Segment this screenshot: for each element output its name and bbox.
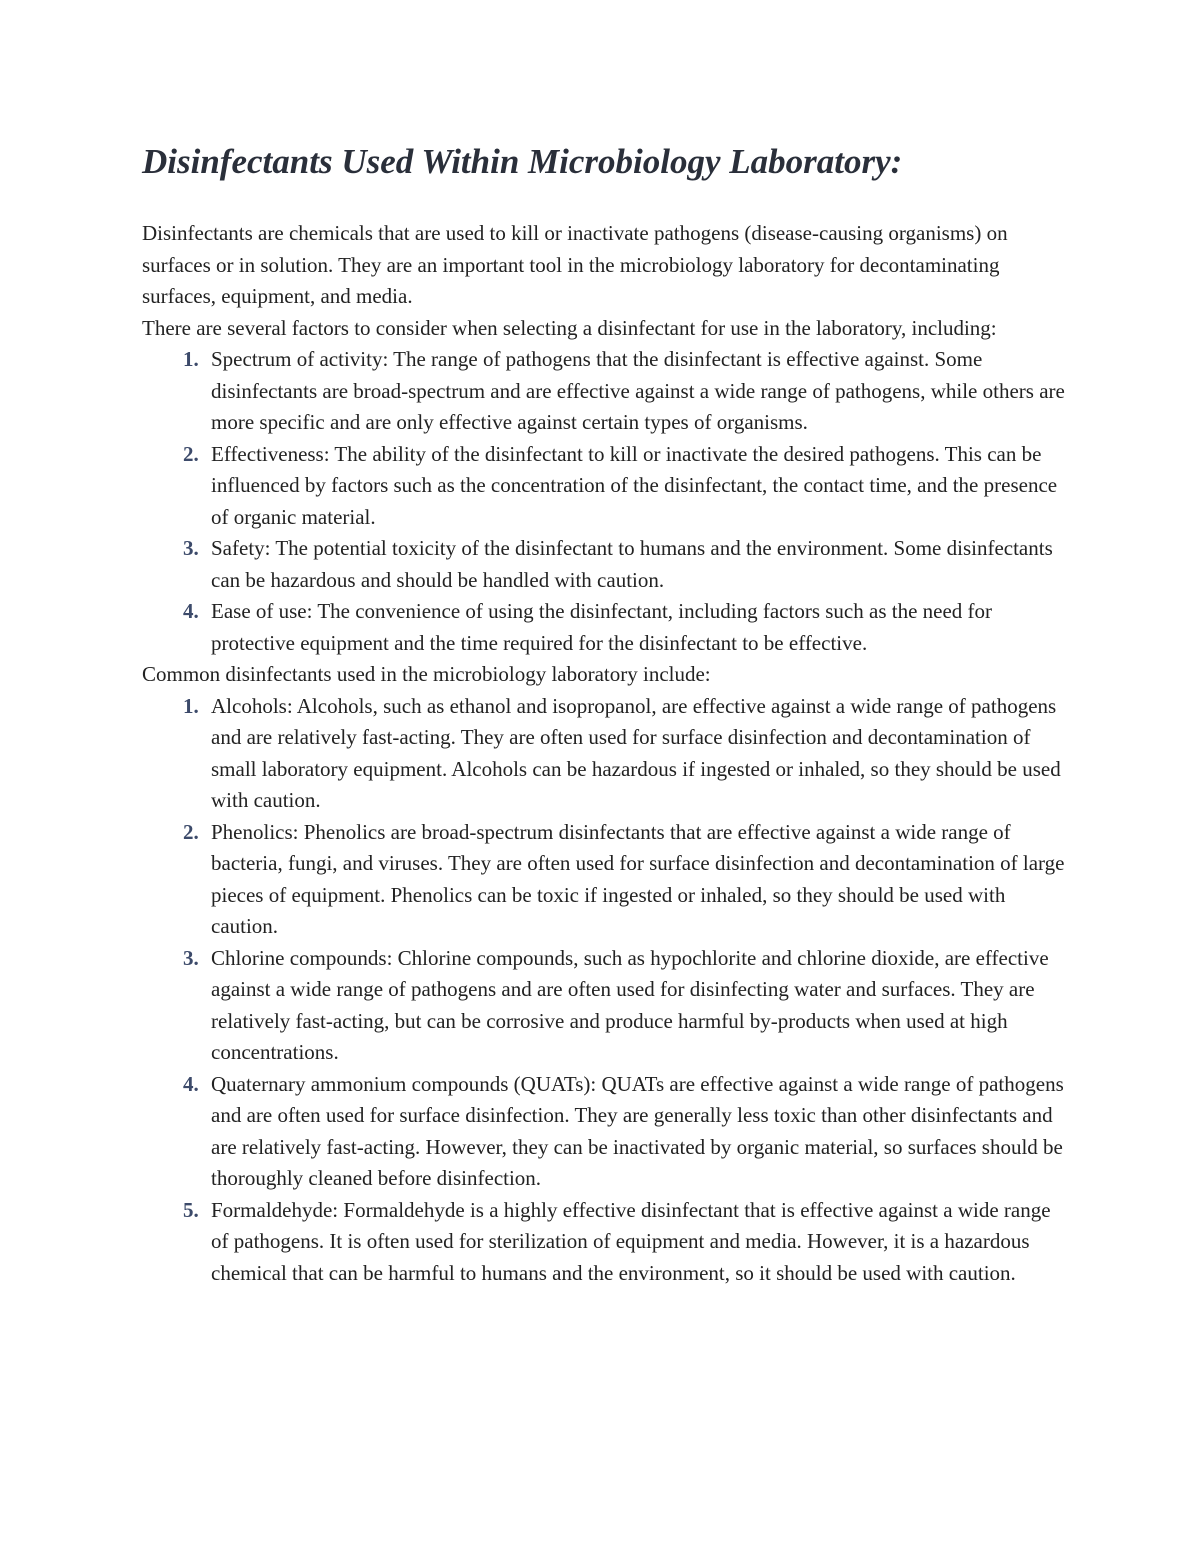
factors-intro-paragraph: There are several factors to consider when selecting a disinfectant for use in the laboratory, including: [142,315,997,340]
document-body [142,218,1072,1289]
list-item [142,817,1072,943]
common-disinfectants-list [142,691,1072,1290]
list-item [142,439,1072,534]
list-item [142,596,1072,659]
list-item-number: 2. [183,441,199,466]
list-item [142,1195,1072,1290]
list-item-number: 1. [183,347,199,371]
list-item-number: 3. [183,945,199,970]
page-title: Disinfectants Used Within Microbiology Laboratory: [142,142,903,181]
list-item-text: Ease of use: The convenience of using the disinfectant, including factors such as the need for protective equipment and the time required for the disinfectant to be effective. [211,599,993,655]
list-item-text: Safety: The potential toxicity of the disinfectant to humans and the environment. Some disinfectants can be hazardous and should be handled with caution. [211,536,1053,592]
list-item [142,1069,1072,1195]
list-item-text: Effectiveness: The ability of the disinfectant to kill or inactivate the desired pathogens. This can be influenced by factors such as the concentration of the disinfectant, the contact time, and the presence of organic material. [211,441,1058,529]
list-item-number: 2. [183,819,199,844]
list-item-number: 5. [183,1197,199,1222]
list-item-text: Quaternary ammonium compounds (QUATs): QUATs are effective against a wide range of pathogens and are often used for surface disinfection. They are generally less toxic than other disinfectants and are relatively fast-acting. However, they can be inactivated by organic material, so surfaces should be thoroughly cleaned before disinfection. [211,1071,1064,1190]
list-item-number: 4. [183,599,199,623]
list-item [142,943,1072,1069]
list-item-text: Formaldehyde: Formaldehyde is a highly effective disinfectant that is effective against a wide range of pathogens. It is often used for sterilization of equipment and media. However, it is a hazardous chemical that can be harmful to humans and the environment, so it should be used with caution. [211,1197,1051,1285]
factors-list [142,344,1072,659]
intro-paragraph: Disinfectants are chemicals that are used to kill or inactivate pathogens (disease-causing organisms) on surfaces or in solution. They are an important tool in the microbiology laboratory for decontaminating surfaces, equipment, and media. [142,221,1008,308]
list-item [142,344,1072,439]
list-item-text: Alcohols: Alcohols, such as ethanol and isopropanol, are effective against a wide range of pathogens and are relatively fast-acting. They are often used for surface disinfection and decontamination of small laboratory equipment. Alcohols can be hazardous if ingested or inhaled, so they should be used with caution. [211,693,1061,812]
list-item [142,533,1072,596]
list-item-number: 3. [183,536,199,560]
list-item-number: 1. [183,693,199,718]
list-item-text: Chlorine compounds: Chlorine compounds, such as hypochlorite and chlorine dioxide, are effective against a wide range of pathogens and are often used for disinfecting water and surfaces. They are relatively fast-acting, but can be corrosive and produce harmful by-products when used at high concentrations. [211,945,1049,1064]
common-intro-paragraph: Common disinfectants used in the microbiology laboratory include: [142,662,711,686]
list-item-number: 4. [183,1071,199,1096]
list-item-text: Spectrum of activity: The range of pathogens that the disinfectant is effective against. Some disinfectants are broad-spectrum and are effective against a wide range of pathogens, while others are more specific and are only effective against certain types of organisms. [211,347,1065,434]
list-item [142,691,1072,817]
list-item-text: Phenolics: Phenolics are broad-spectrum disinfectants that are effective against a wide range of bacteria, fungi, and viruses. They are often used for surface disinfection and decontamination of large pieces of equipment. Phenolics can be toxic if ingested or inhaled, so they should be used with caution. [211,819,1065,938]
